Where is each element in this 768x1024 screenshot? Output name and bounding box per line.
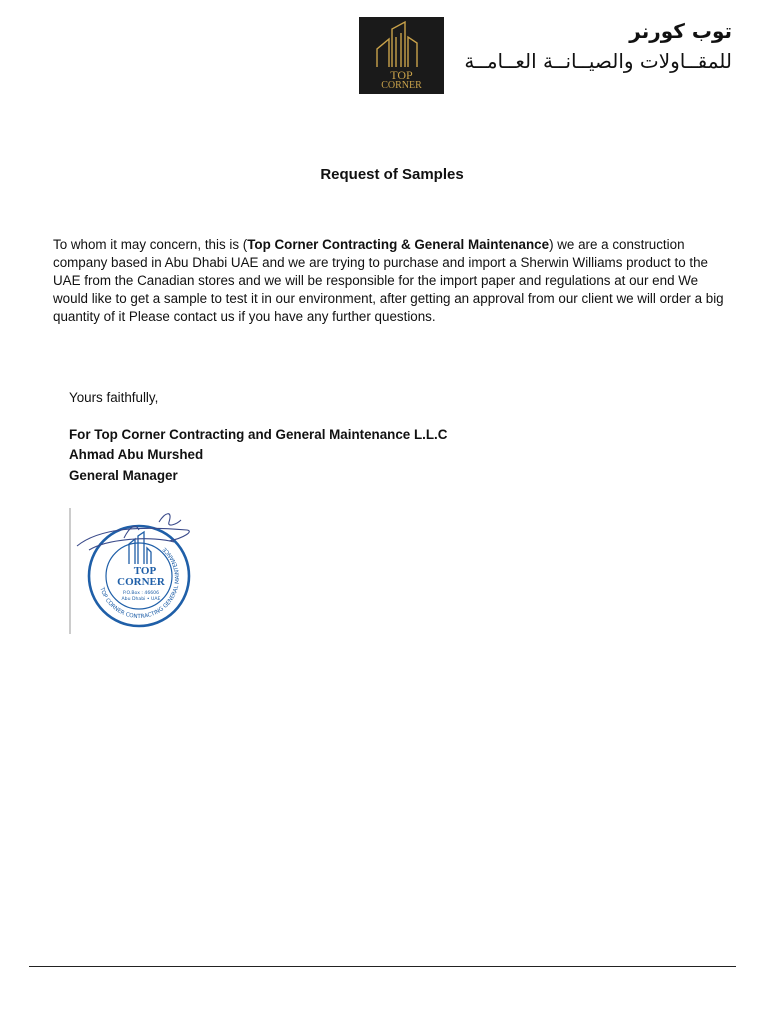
building-logo-icon <box>359 17 444 94</box>
footer-divider <box>29 966 736 967</box>
signature-position: General Manager <box>69 468 178 483</box>
signature-company: For Top Corner Contracting and General Maintenance L.L.C <box>69 427 448 442</box>
body-intro: To whom it may concern, this is ( <box>53 237 248 252</box>
company-stamp <box>69 508 209 641</box>
body-rest: ) we are a construction company based in Abu Dhabi UAE and we are trying to purchase and import a Sherwin Williams product to the UAE from the Canadian stores and we will be responsible for the import paper and regulations at our end We would like to get a sample to test it in our environment, after getting an approval from our client we will order a big quantity of it Please contact us if you have any further questions. <box>53 237 724 324</box>
signature-name: Ahmad Abu Murshed <box>69 447 204 462</box>
letter-body <box>53 236 733 326</box>
closing-text: Yours faithfully, <box>69 390 159 405</box>
handwritten-signature <box>77 514 189 550</box>
arabic-company-name: توب كورنر <box>629 19 732 43</box>
body-company-name: Top Corner Contracting & General Maintenance <box>247 237 550 252</box>
stamp-ring-text: TOP CORNER CONTRACTING GENERAL MAINTENANCE <box>98 545 182 621</box>
company-logo <box>359 17 444 94</box>
arabic-company-subtitle: للمقــاولات والصيــانــة العــامــة <box>464 49 732 73</box>
stamp-brand-top: TOP <box>133 565 157 577</box>
stamp-pobox: P.O.Box : 46606 <box>122 591 160 596</box>
stamp-seal-icon <box>69 508 209 636</box>
stamp-city: Abu Dhabi • UAE <box>121 597 161 602</box>
page-title: Request of Samples <box>320 166 464 183</box>
logo-text-top: TOP <box>390 68 413 82</box>
stamp-brand-corner: CORNER <box>117 576 165 588</box>
logo-text-corner: CORNER <box>381 80 422 91</box>
